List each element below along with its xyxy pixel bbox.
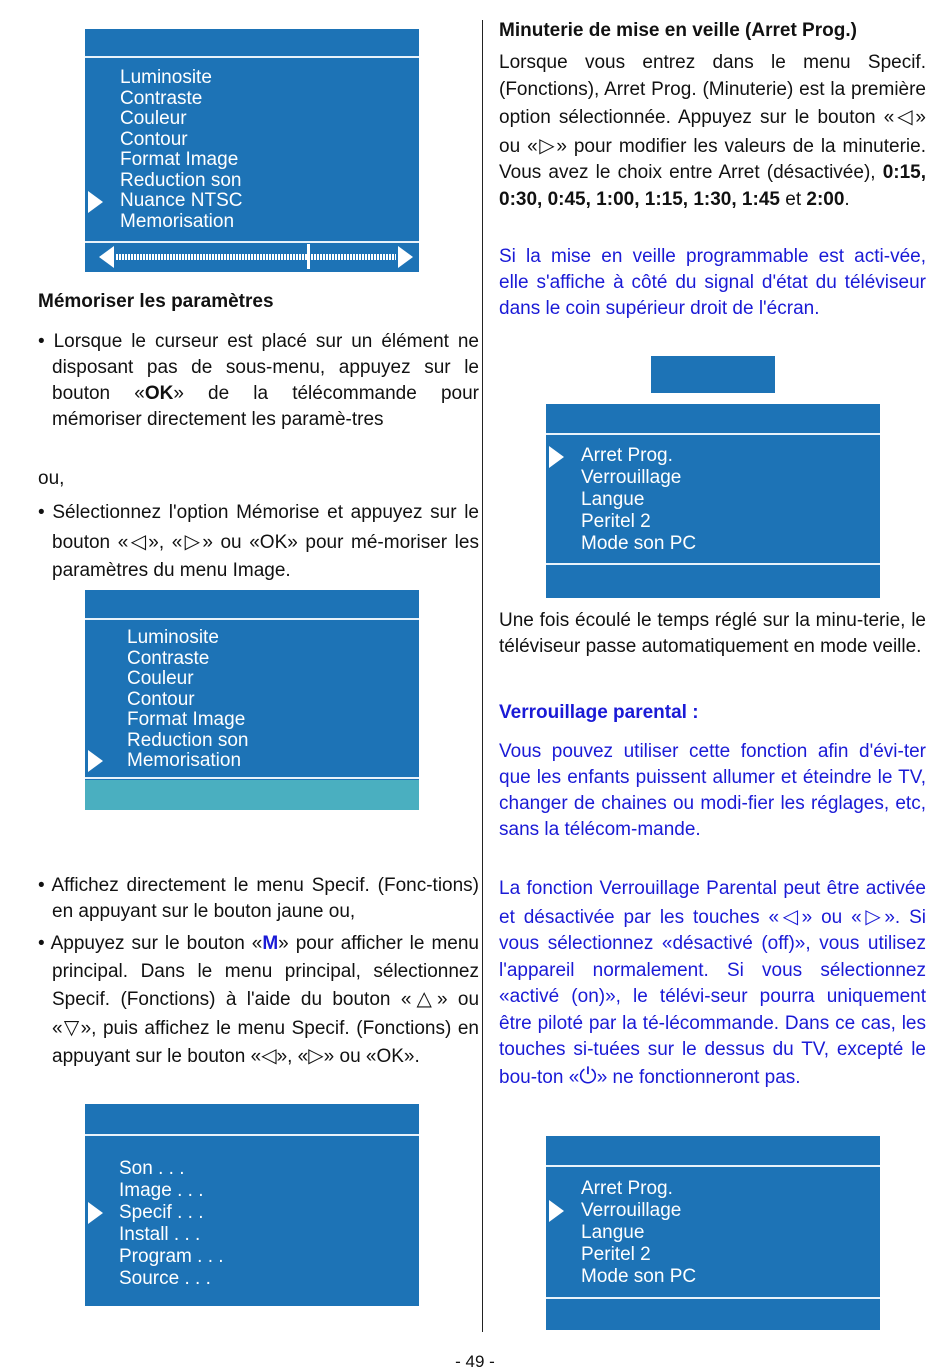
menu-footer-divider bbox=[85, 241, 419, 243]
minuterie-paragraph-1 bbox=[499, 50, 926, 213]
text: • Lorsque le curseur est placé sur un élément ne disposant pas de sous-menu, appuyez sur le bouton « bbox=[38, 331, 479, 404]
specif-menu-list bbox=[581, 1178, 696, 1288]
selection-arrow-icon bbox=[88, 1202, 103, 1224]
menu-item[interactable]: Memorisation bbox=[120, 210, 235, 232]
left-arrow-key-icon: ◁ bbox=[779, 903, 802, 928]
menu-header-divider bbox=[85, 56, 419, 58]
right-arrow-key-icon: ▷ bbox=[182, 529, 203, 553]
slider-right-arrow-icon[interactable] bbox=[398, 246, 413, 268]
text: Lorsque vous entrez dans le menu Specif. (Fonctions), Arret Prog. (Minuterie) est la première option sélectionnée. Appuyez sur le bouton « bbox=[499, 52, 926, 128]
left-arrow-key-icon: ◁ bbox=[128, 529, 149, 553]
up-arrow-key-icon: △ bbox=[411, 986, 437, 1010]
menu-title-tab bbox=[651, 356, 775, 393]
text: • Appuyez sur le bouton « bbox=[38, 933, 263, 954]
menu-item[interactable]: Arret Prog. bbox=[581, 1178, 673, 1199]
text: » pour afficher le menu principal. Dans le menu principal, sélectionnez Specif. (Fonctions) à l'aide du bouton « bbox=[52, 933, 479, 1010]
text: La fonction Verrouillage Parental peut être activée et désactivée par les touches « bbox=[499, 878, 926, 928]
selection-arrow-icon bbox=[549, 446, 564, 468]
column-divider bbox=[482, 20, 483, 1332]
verrouillage-paragraph-1: Vous pouvez utiliser cette fonction afin d'évi-ter que les enfants puissent allumer et éteindre le TV, changer de chaines ou modi-fier les réglages, etc, sans la télécom-mande. bbox=[499, 741, 926, 840]
menu-footer-divider bbox=[546, 1297, 880, 1299]
menu-header-divider bbox=[85, 1134, 419, 1136]
menu-item[interactable]: Specif . . . bbox=[119, 1202, 204, 1223]
selection-arrow-icon bbox=[88, 191, 103, 213]
picture-menu-list bbox=[120, 68, 243, 232]
ok-key-label: OK bbox=[144, 383, 174, 404]
specif-menu-list bbox=[581, 445, 696, 555]
right-arrow-key-icon: ▷ bbox=[861, 903, 885, 928]
specif-bullet-1: • Affichez directement le menu Specif. (Fonc-tions) en appuyant sur le bouton jaune ou, bbox=[38, 875, 479, 922]
specif-menu-verrouillage bbox=[546, 1136, 880, 1330]
memoriser-bullet-2 bbox=[38, 499, 479, 585]
menu-header-divider bbox=[546, 1165, 880, 1167]
menu-item[interactable]: Format Image bbox=[120, 149, 239, 170]
menu-header-divider bbox=[546, 433, 880, 435]
timer-values: 0:15, 0:30, 0:45, 1:00, 1:15, 1:30, 1:45 bbox=[499, 162, 926, 210]
menu-item[interactable]: Nuance NTSC bbox=[120, 190, 243, 211]
menu-item[interactable]: Contraste bbox=[120, 87, 203, 109]
left-arrow-key-icon: ◁ bbox=[894, 104, 916, 128]
text: . bbox=[844, 188, 850, 210]
memoriser-bullet-1 bbox=[38, 329, 479, 433]
menu-item[interactable]: Langue bbox=[581, 489, 645, 510]
text: » ou «OK». bbox=[323, 1046, 420, 1067]
slider-thumb[interactable] bbox=[307, 244, 310, 269]
left-arrow-key-icon: ◁ bbox=[261, 1043, 277, 1067]
slider-left-arrow-icon[interactable] bbox=[99, 246, 114, 268]
specif-menu-arret-prog bbox=[546, 404, 880, 598]
menu-item[interactable]: Luminosite bbox=[120, 67, 212, 88]
menu-item[interactable]: Memorisation bbox=[127, 750, 242, 771]
section-title-minuterie: Minuterie de mise en veille (Arret Prog.) bbox=[499, 20, 857, 41]
text: » ou « bbox=[52, 989, 480, 1039]
picture-menu-memorisation bbox=[85, 590, 419, 810]
text: » de la télécommande pour mémoriser directement les paramè-tres bbox=[52, 383, 479, 430]
menu-item[interactable]: Peritel 2 bbox=[581, 511, 651, 532]
right-arrow-key-icon: ▷ bbox=[308, 1043, 324, 1067]
menu-item[interactable]: Mode son PC bbox=[581, 1266, 697, 1287]
menu-item[interactable]: Arret Prog. bbox=[581, 445, 673, 466]
main-menu-list bbox=[119, 1158, 224, 1290]
menu-item[interactable]: Peritel 2 bbox=[581, 1244, 651, 1265]
menu-item[interactable]: Reduction son bbox=[127, 729, 249, 751]
right-arrow-key-icon: ▷ bbox=[537, 132, 557, 157]
menu-item[interactable]: Langue bbox=[581, 1222, 645, 1243]
menu-item[interactable]: Son . . . bbox=[119, 1158, 185, 1179]
selection-arrow-icon bbox=[549, 1200, 564, 1222]
menu-item[interactable]: Contraste bbox=[127, 647, 210, 669]
menu-item[interactable]: Couleur bbox=[120, 108, 187, 129]
main-menu bbox=[85, 1104, 419, 1306]
specif-bullet-2 bbox=[38, 930, 479, 1071]
menu-item[interactable]: Verrouillage bbox=[581, 467, 682, 488]
menu-item[interactable]: Contour bbox=[127, 688, 195, 710]
menu-item[interactable]: Reduction son bbox=[120, 169, 242, 191]
picture-menu-list bbox=[127, 628, 248, 772]
selection-arrow-icon bbox=[88, 750, 103, 772]
menu-footer-bar bbox=[85, 780, 419, 810]
text: », « bbox=[276, 1046, 309, 1067]
text: » pour modifier les valeurs de la minuterie. Vous avez le choix entre Arret (désactivée), bbox=[499, 135, 926, 183]
menu-item[interactable]: Luminosite bbox=[127, 627, 219, 648]
text: et bbox=[779, 188, 807, 210]
ou-text: ou, bbox=[38, 468, 65, 489]
menu-header-divider bbox=[85, 618, 419, 620]
page-number: - 49 - bbox=[455, 1352, 495, 1371]
text: », puis affichez le menu Specif. (Fonctions) en appuyant sur le bouton « bbox=[52, 1017, 479, 1067]
picture-menu-with-slider bbox=[85, 29, 419, 272]
verrouillage-paragraph-2 bbox=[499, 876, 926, 1091]
text: » ou « bbox=[499, 107, 926, 157]
timer-value-last: 2:00 bbox=[806, 188, 845, 210]
text: » ou «OK» pour mé-moriser les paramètres du menu Image. bbox=[52, 532, 479, 581]
power-icon: ⏻ bbox=[579, 1063, 597, 1089]
text: » ou « bbox=[801, 906, 862, 928]
menu-item[interactable]: Mode son PC bbox=[581, 533, 697, 554]
down-arrow-key-icon: ▽ bbox=[62, 1014, 81, 1039]
menu-footer-divider bbox=[85, 777, 419, 779]
menu-footer-divider bbox=[546, 563, 880, 565]
m-key-label: M bbox=[262, 933, 279, 954]
text: » ne fonctionneront pas. bbox=[596, 1066, 801, 1088]
menu-item[interactable]: Program . . . bbox=[119, 1246, 224, 1267]
text: • Sélectionnez l'option Mémorise et appuyez sur le bouton « bbox=[38, 502, 479, 553]
menu-item[interactable]: Install . . . bbox=[119, 1224, 201, 1245]
text: », « bbox=[148, 532, 183, 553]
menu-item[interactable]: Contour bbox=[120, 128, 188, 150]
menu-item[interactable]: Couleur bbox=[127, 668, 194, 689]
text: ». Si vous sélectionnez «désactivé (off)», vous utilisez l'appareil normalement. Si vous sélectionnez «activé (on)», le télévi-seur pourra uniquement être piloté par la té-lécommande. Dans ce cas, les touches si-tuées sur le dessus du TV, excepté le bou-ton « bbox=[499, 906, 926, 1088]
section-title-memoriser: Mémoriser les paramètres bbox=[38, 291, 274, 312]
veille-paragraph: Une fois écoulé le temps réglé sur la minu-terie, le téléviseur passe automatiquement en mode veille. bbox=[499, 610, 926, 657]
slider-track[interactable] bbox=[116, 254, 396, 260]
section-title-verrouillage: Verrouillage parental : bbox=[499, 702, 699, 723]
menu-item[interactable]: Format Image bbox=[127, 709, 246, 730]
menu-item[interactable]: Source . . . bbox=[119, 1268, 211, 1289]
menu-item[interactable]: Verrouillage bbox=[581, 1200, 682, 1221]
menu-item[interactable]: Image . . . bbox=[119, 1180, 204, 1201]
minuterie-paragraph-2: Si la mise en veille programmable est acti-vée, elle s'affiche à côté du signal d'état du téléviseur dans le coin supérieur droit de l'écran. bbox=[499, 246, 926, 319]
